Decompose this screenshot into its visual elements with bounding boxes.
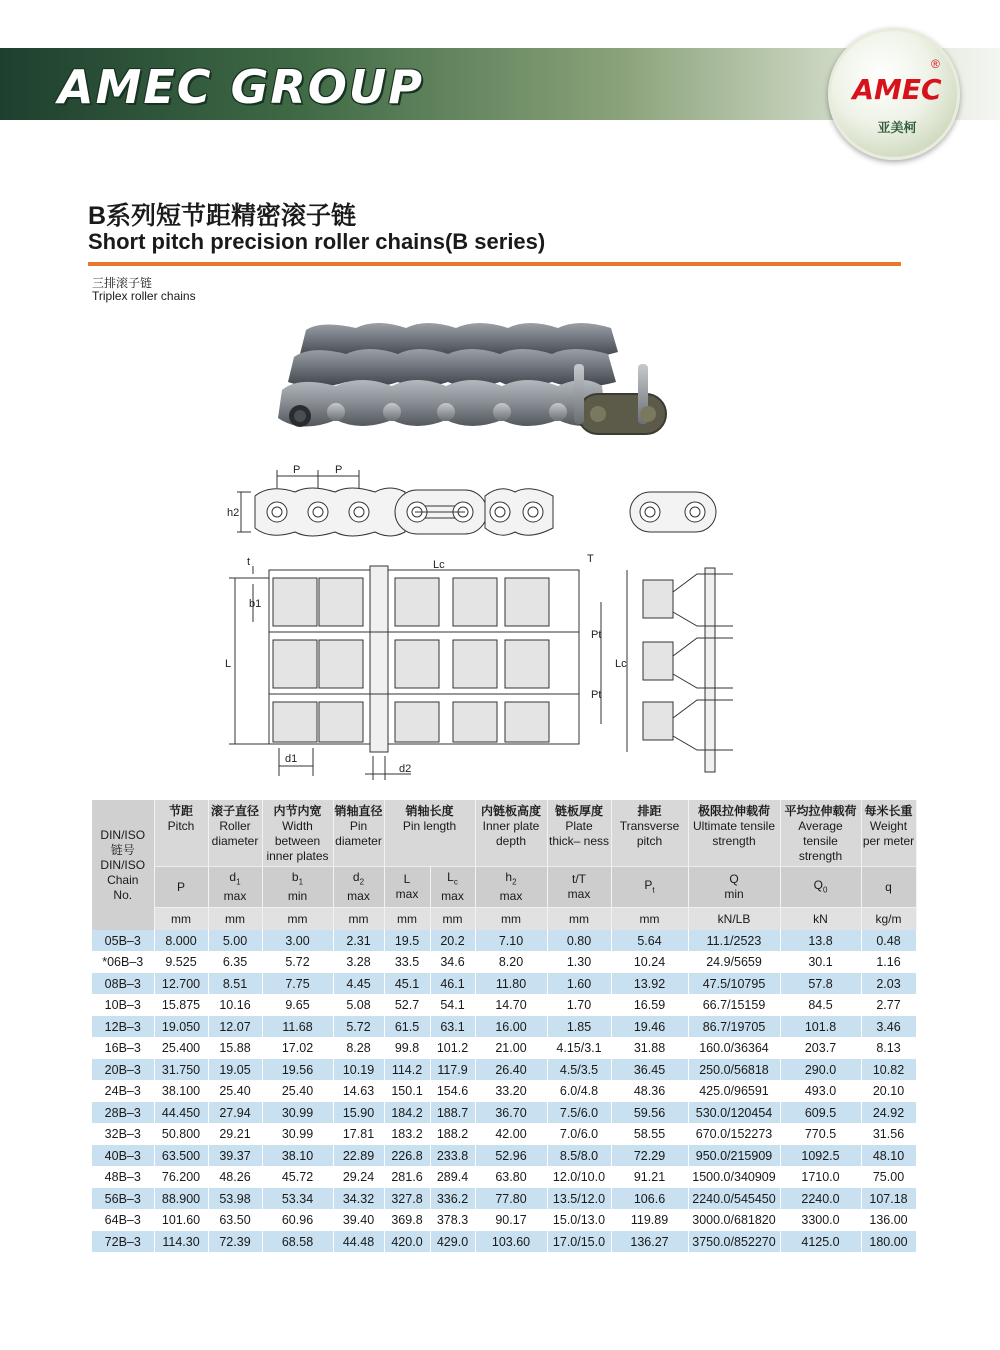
table-cell: 5.08 (333, 994, 384, 1016)
table-cell: 425.0/96591 (688, 1080, 780, 1102)
table-cell: 8.28 (333, 1037, 384, 1059)
table-row (92, 994, 916, 1016)
subtitle-english: Triplex roller chains (92, 289, 196, 303)
table-row (92, 1123, 916, 1145)
table-cell: 369.8 (384, 1209, 430, 1231)
table-cell: 336.2 (430, 1188, 475, 1210)
table-cell: 39.37 (208, 1145, 262, 1167)
table-cell: 12.0/10.0 (547, 1166, 611, 1188)
table-cell: 1.60 (547, 973, 611, 995)
table-cell: 59.56 (611, 1102, 688, 1124)
chain-number-cell: 28B–3 (92, 1102, 154, 1124)
table-cell: 950.0/215909 (688, 1145, 780, 1167)
table-cell: 15.90 (333, 1102, 384, 1124)
table-cell: 52.7 (384, 994, 430, 1016)
table-cell: 33.5 (384, 951, 430, 973)
table-cell: 15.0/13.0 (547, 1209, 611, 1231)
column-header: 滚子直径 Roller diameter (208, 800, 262, 867)
column-header: 节距 Pitch (154, 800, 208, 867)
table-cell: 670.0/152273 (688, 1123, 780, 1145)
table-cell: 60.96 (262, 1209, 333, 1231)
table-cell: 8.000 (154, 930, 208, 952)
table-cell: 7.75 (262, 973, 333, 995)
table-cell: 11.68 (262, 1016, 333, 1038)
table-cell: 36.70 (475, 1102, 547, 1124)
table-cell: 10.19 (333, 1059, 384, 1081)
table-row (92, 1080, 916, 1102)
table-cell: 33.20 (475, 1080, 547, 1102)
chain-number-cell: 12B–3 (92, 1016, 154, 1038)
table-cell: 63.500 (154, 1145, 208, 1167)
table-cell: 16.00 (475, 1016, 547, 1038)
table-row (92, 1016, 916, 1038)
table-cell: 117.9 (430, 1059, 475, 1081)
logo-text: AMEC (852, 73, 942, 106)
column-header: 平均拉伸载荷 Average tensile strength (780, 800, 861, 867)
table-cell: 36.45 (611, 1059, 688, 1081)
table-cell: 114.2 (384, 1059, 430, 1081)
table-cell: 101.60 (154, 1209, 208, 1231)
table-cell: 26.40 (475, 1059, 547, 1081)
symbol-cell: L max (384, 867, 430, 908)
table-cell: 17.81 (333, 1123, 384, 1145)
table-cell: 48.10 (861, 1145, 916, 1167)
table-cell: 53.98 (208, 1188, 262, 1210)
table-cell: 13.5/12.0 (547, 1188, 611, 1210)
table-cell: 107.18 (861, 1188, 916, 1210)
chain-number-cell: 40B–3 (92, 1145, 154, 1167)
label-Lc-top: Lc (433, 559, 445, 571)
table-row (92, 951, 916, 973)
table-cell: 27.94 (208, 1102, 262, 1124)
label-pitch-1: P (293, 464, 301, 476)
unit-cell: mm (154, 908, 208, 930)
table-cell: 24.92 (861, 1102, 916, 1124)
table-cell: 530.0/120454 (688, 1102, 780, 1124)
table-cell: 188.7 (430, 1102, 475, 1124)
table-cell: 184.2 (384, 1102, 430, 1124)
logo-chinese-text: 亚美柯 (877, 120, 917, 135)
chain-photo (266, 312, 676, 456)
table-cell: 5.72 (333, 1016, 384, 1038)
chain-top-view (225, 553, 627, 780)
logo-registered-mark: ® (931, 57, 940, 71)
chain-number-cell: 64B–3 (92, 1209, 154, 1231)
table-cell: 90.17 (475, 1209, 547, 1231)
table-cell: 8.5/8.0 (547, 1145, 611, 1167)
unit-cell: mm (384, 908, 430, 930)
table-cell: 29.24 (333, 1166, 384, 1188)
table-row (92, 1145, 916, 1167)
table-cell: 30.99 (262, 1102, 333, 1124)
chain-no-header (92, 800, 154, 930)
unit-cell: mm (611, 908, 688, 930)
table-cell: 19.050 (154, 1016, 208, 1038)
table-cell: 2.77 (861, 994, 916, 1016)
table-cell: 57.8 (780, 973, 861, 995)
symbol-cell: $L_c$ max (430, 867, 475, 908)
chain-no-header-line: Chain (107, 873, 139, 888)
column-header: 内链板高度 Inner plate depth (475, 800, 547, 867)
table-cell: 38.100 (154, 1080, 208, 1102)
table-cell: 233.8 (430, 1145, 475, 1167)
symbol-cell: $P_t$ (611, 867, 688, 908)
chain-number-cell: *06B–3 (92, 951, 154, 973)
table-cell: 68.58 (262, 1231, 333, 1253)
table-cell: 63.1 (430, 1016, 475, 1038)
table-cell: 5.00 (208, 930, 262, 952)
table-cell: 2240.0 (780, 1188, 861, 1210)
table-cell: 46.1 (430, 973, 475, 995)
label-t: t (247, 556, 251, 568)
table-cell: 12.07 (208, 1016, 262, 1038)
table-cell: 31.56 (861, 1123, 916, 1145)
table-row (92, 1188, 916, 1210)
table-cell: 4.5/3.5 (547, 1059, 611, 1081)
table-cell: 24.9/5659 (688, 951, 780, 973)
header-row-symbols (92, 867, 916, 908)
table-cell: 19.05 (208, 1059, 262, 1081)
label-Pt-1: Pt (591, 629, 602, 641)
header-row-units (92, 908, 916, 930)
chain-no-header-line: DIN/ISO (100, 858, 146, 873)
label-Pt-2: Pt (591, 689, 602, 701)
orange-divider (88, 262, 901, 266)
chain-row-middle (288, 349, 616, 387)
table-cell: 20.10 (861, 1080, 916, 1102)
table-cell: 0.48 (861, 930, 916, 952)
table-cell: 19.46 (611, 1016, 688, 1038)
label-L: L (225, 658, 232, 670)
table-cell: 86.7/19705 (688, 1016, 780, 1038)
table-cell: 180.00 (861, 1231, 916, 1253)
label-Lc-side: Lc (615, 658, 627, 670)
table-cell: 0.80 (547, 930, 611, 952)
table-cell: 106.6 (611, 1188, 688, 1210)
table-cell: 47.5/10795 (688, 973, 780, 995)
table-cell: 44.450 (154, 1102, 208, 1124)
table-cell: 66.7/15159 (688, 994, 780, 1016)
symbol-cell: q (861, 867, 916, 908)
chain-number-cell: 16B–3 (92, 1037, 154, 1059)
table-cell: 5.64 (611, 930, 688, 952)
page-title-chinese: B系列短节距精密滚子链 (88, 202, 357, 230)
table-cell: 6.35 (208, 951, 262, 973)
table-cell: 6.0/4.8 (547, 1080, 611, 1102)
table-cell: 48.36 (611, 1080, 688, 1102)
table-cell: 420.0 (384, 1231, 430, 1253)
amec-logo (828, 28, 960, 160)
table-cell: 2240.0/545450 (688, 1188, 780, 1210)
table-cell: 45.72 (262, 1166, 333, 1188)
table-cell: 34.32 (333, 1188, 384, 1210)
table-row (92, 1037, 916, 1059)
table-row (92, 1059, 916, 1081)
label-h2: h2 (227, 507, 240, 519)
unit-cell: mm (262, 908, 333, 930)
table-cell: 7.5/6.0 (547, 1102, 611, 1124)
table-cell: 327.8 (384, 1188, 430, 1210)
table-cell: 15.875 (154, 994, 208, 1016)
table-cell: 53.34 (262, 1188, 333, 1210)
table-cell: 13.8 (780, 930, 861, 952)
chain-number-cell: 56B–3 (92, 1188, 154, 1210)
table-cell: 91.21 (611, 1166, 688, 1188)
symbol-cell: P (154, 867, 208, 908)
chain-side-view (227, 464, 553, 536)
table-cell: 20.2 (430, 930, 475, 952)
subtitle-chinese: 三排滚子链 (92, 276, 153, 290)
unit-cell: kN (780, 908, 861, 930)
table-cell: 31.88 (611, 1037, 688, 1059)
table-cell: 13.92 (611, 973, 688, 995)
unit-cell: mm (430, 908, 475, 930)
table-cell: 4125.0 (780, 1231, 861, 1253)
table-cell: 17.0/15.0 (547, 1231, 611, 1253)
table-cell: 3750.0/852270 (688, 1231, 780, 1253)
table-cell: 429.0 (430, 1231, 475, 1253)
table-cell: 25.40 (262, 1080, 333, 1102)
table-cell: 101.2 (430, 1037, 475, 1059)
table-row (92, 973, 916, 995)
chain-number-cell: 10B–3 (92, 994, 154, 1016)
table-cell: 101.8 (780, 1016, 861, 1038)
table-cell: 61.5 (384, 1016, 430, 1038)
table-cell: 1500.0/340909 (688, 1166, 780, 1188)
table-cell: 84.5 (780, 994, 861, 1016)
chain-section-view (643, 568, 733, 772)
table-cell: 150.1 (384, 1080, 430, 1102)
table-cell: 72.29 (611, 1145, 688, 1167)
chain-end-view (630, 492, 716, 532)
table-cell: 3.00 (262, 930, 333, 952)
table-cell: 4.45 (333, 973, 384, 995)
table-cell: 1710.0 (780, 1166, 861, 1188)
column-header: 内节内宽 Width between inner plates (262, 800, 333, 867)
brand-title: AMEC GROUP (58, 60, 424, 114)
table-cell: 4.15/3.1 (547, 1037, 611, 1059)
table-cell: 281.6 (384, 1166, 430, 1188)
table-cell: 493.0 (780, 1080, 861, 1102)
table-cell: 9.525 (154, 951, 208, 973)
table-cell: 1092.5 (780, 1145, 861, 1167)
table-cell: 8.51 (208, 973, 262, 995)
table-cell: 75.00 (861, 1166, 916, 1188)
table-cell: 14.63 (333, 1080, 384, 1102)
chain-number-cell: 20B–3 (92, 1059, 154, 1081)
table-cell: 52.96 (475, 1145, 547, 1167)
table-cell: 183.2 (384, 1123, 430, 1145)
table-cell: 10.24 (611, 951, 688, 973)
table-cell: 48.26 (208, 1166, 262, 1188)
table-cell: 7.10 (475, 930, 547, 952)
table-cell: 54.1 (430, 994, 475, 1016)
spec-table-body (92, 930, 916, 1253)
symbol-cell: $Q_0$ (780, 867, 861, 908)
table-cell: 29.21 (208, 1123, 262, 1145)
table-cell: 136.27 (611, 1231, 688, 1253)
table-cell: 45.1 (384, 973, 430, 995)
table-cell: 8.13 (861, 1037, 916, 1059)
table-cell: 58.55 (611, 1123, 688, 1145)
table-cell: 3.46 (861, 1016, 916, 1038)
table-cell: 77.80 (475, 1188, 547, 1210)
table-cell: 226.8 (384, 1145, 430, 1167)
symbol-cell: $h_2$ max (475, 867, 547, 908)
label-b1: b1 (249, 598, 262, 610)
table-cell: 11.80 (475, 973, 547, 995)
column-header: 每米长重 Weight per meter (861, 800, 916, 867)
table-cell: 3300.0 (780, 1209, 861, 1231)
table-row (92, 1102, 916, 1124)
table-cell: 203.7 (780, 1037, 861, 1059)
symbol-cell: Q min (688, 867, 780, 908)
unit-cell: mm (208, 908, 262, 930)
table-cell: 609.5 (780, 1102, 861, 1124)
column-header: 链板厚度 Plate thick– ness (547, 800, 611, 867)
table-cell: 12.700 (154, 973, 208, 995)
table-cell: 50.800 (154, 1123, 208, 1145)
table-cell: 30.1 (780, 951, 861, 973)
table-cell: 103.60 (475, 1231, 547, 1253)
table-cell: 39.40 (333, 1209, 384, 1231)
table-cell: 88.900 (154, 1188, 208, 1210)
table-cell: 63.50 (208, 1209, 262, 1231)
table-cell: 11.1/2523 (688, 930, 780, 952)
table-cell: 19.56 (262, 1059, 333, 1081)
label-T: T (587, 553, 594, 565)
table-cell: 72.39 (208, 1231, 262, 1253)
table-cell: 154.6 (430, 1080, 475, 1102)
label-d1: d1 (285, 753, 298, 765)
header-row-names (92, 800, 916, 867)
chain-number-cell: 08B–3 (92, 973, 154, 995)
label-d2: d2 (399, 763, 412, 775)
table-cell: 9.65 (262, 994, 333, 1016)
table-cell: 119.89 (611, 1209, 688, 1231)
table-cell: 770.5 (780, 1123, 861, 1145)
table-cell: 31.750 (154, 1059, 208, 1081)
chain-number-cell: 05B–3 (92, 930, 154, 952)
table-row (92, 930, 916, 952)
table-cell: 30.99 (262, 1123, 333, 1145)
chain-row-front (278, 380, 606, 427)
unit-cell: mm (475, 908, 547, 930)
table-cell: 160.0/36364 (688, 1037, 780, 1059)
table-cell: 14.70 (475, 994, 547, 1016)
table-cell: 15.88 (208, 1037, 262, 1059)
table-cell: 114.30 (154, 1231, 208, 1253)
table-cell: 290.0 (780, 1059, 861, 1081)
column-header: 销轴长度 Pin length (384, 800, 475, 867)
table-cell: 378.3 (430, 1209, 475, 1231)
table-cell: 3000.0/681820 (688, 1209, 780, 1231)
table-cell: 63.80 (475, 1166, 547, 1188)
table-row (92, 1231, 916, 1253)
chain-number-cell: 32B–3 (92, 1123, 154, 1145)
table-cell: 22.89 (333, 1145, 384, 1167)
symbol-cell: t/T max (547, 867, 611, 908)
table-cell: 250.0/56818 (688, 1059, 780, 1081)
label-pitch-2: P (335, 464, 343, 476)
table-cell: 2.31 (333, 930, 384, 952)
table-cell: 38.10 (262, 1145, 333, 1167)
unit-cell: mm (333, 908, 384, 930)
unit-cell: mm (547, 908, 611, 930)
table-cell: 34.6 (430, 951, 475, 973)
unit-cell: kN/LB (688, 908, 780, 930)
table-cell: 1.16 (861, 951, 916, 973)
table-cell: 10.82 (861, 1059, 916, 1081)
chain-number-cell: 24B–3 (92, 1080, 154, 1102)
column-header: 极限拉伸载荷 Ultimate tensile strength (688, 800, 780, 867)
table-cell: 99.8 (384, 1037, 430, 1059)
unit-cell: kg/m (861, 908, 916, 930)
table-cell: 2.03 (861, 973, 916, 995)
table-cell: 19.5 (384, 930, 430, 952)
table-cell: 289.4 (430, 1166, 475, 1188)
table-cell: 1.30 (547, 951, 611, 973)
table-cell: 17.02 (262, 1037, 333, 1059)
table-cell: 136.00 (861, 1209, 916, 1231)
table-cell: 76.200 (154, 1166, 208, 1188)
table-cell: 21.00 (475, 1037, 547, 1059)
table-row (92, 1209, 916, 1231)
column-header: 销轴直径 Pin diameter (333, 800, 384, 867)
table-cell: 10.16 (208, 994, 262, 1016)
table-cell: 1.70 (547, 994, 611, 1016)
table-row (92, 1166, 916, 1188)
table-cell: 1.85 (547, 1016, 611, 1038)
chain-no-header-line: No. (113, 888, 133, 903)
chain-no-header-line: 链号 (110, 843, 135, 858)
chain-spec-table (92, 800, 917, 1252)
table-cell: 44.48 (333, 1231, 384, 1253)
column-header: 排距 Transverse pitch (611, 800, 688, 867)
chain-no-header-line: DIN/ISO (100, 828, 146, 843)
page-title-english: Short pitch precision roller chains(B series) (88, 229, 546, 254)
table-cell: 25.400 (154, 1037, 208, 1059)
table-cell: 16.59 (611, 994, 688, 1016)
table-cell: 25.40 (208, 1080, 262, 1102)
symbol-cell: $b_1$ min (262, 867, 333, 908)
chain-number-cell: 48B–3 (92, 1166, 154, 1188)
table-cell: 8.20 (475, 951, 547, 973)
table-cell: 7.0/6.0 (547, 1123, 611, 1145)
chain-dimension-drawing (215, 462, 775, 792)
table-cell: 188.2 (430, 1123, 475, 1145)
table-cell: 5.72 (262, 951, 333, 973)
symbol-cell: $d_2$ max (333, 867, 384, 908)
chain-number-cell: 72B–3 (92, 1231, 154, 1253)
table-cell: 3.28 (333, 951, 384, 973)
symbol-cell: $d_1$ max (208, 867, 262, 908)
table-cell: 42.00 (475, 1123, 547, 1145)
